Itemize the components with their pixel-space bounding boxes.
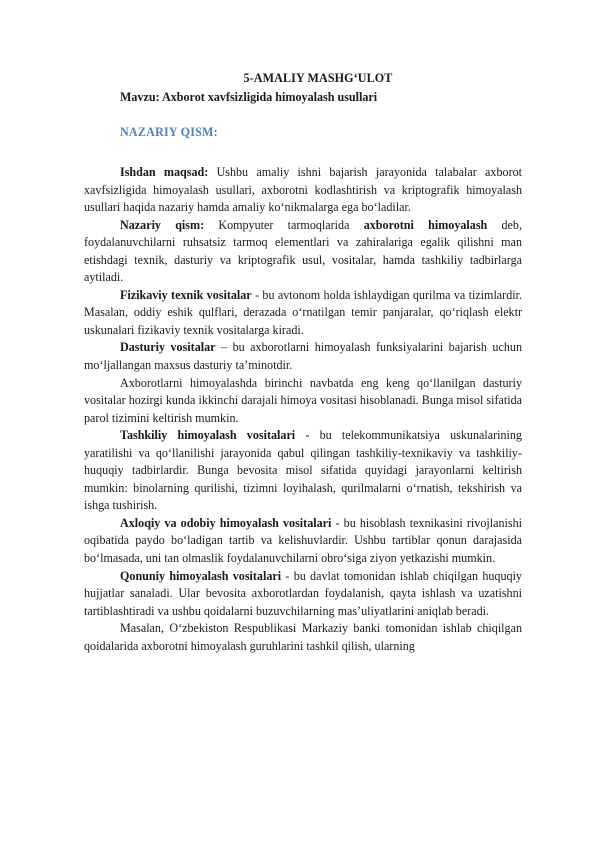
paragraph-lead: Qonuniy himoyalash vositalari xyxy=(120,568,282,583)
paragraph-physical xyxy=(84,287,522,340)
section-heading: NAZARIY QISM: xyxy=(120,125,218,139)
paragraph-lead: Nazariy qism: xyxy=(120,217,205,232)
paragraph-lead: Ishdan maqsad: xyxy=(120,165,209,179)
paragraph-text: Masalan, O‘zbekiston Respublikasi Markaziy banki tomonidan ishlab chiqilgan qoidalarida axborotni himoyalash guruhlarini tashkil qilish, ularning xyxy=(84,621,522,653)
paragraph-theory xyxy=(84,217,522,287)
paragraph-text: deb, foydalanuvchilarni ruhsatsiz tarmoq elementlari va zahiralariga egalik qilishni man etishdagi texnik, dasturiy va kriptografik usul, vositalar, hamda tashkiliy tadbirlarga aytiladi. xyxy=(84,217,522,285)
paragraph-ethical xyxy=(84,515,522,568)
paragraph-text: Axborotlarni himoyalashda birinchi navbatda eng keng qo‘llanilgan dasturiy vositalar hozirgi kunda ikkinchi darajali himoya vositasi hisoblanadi. Bunga misol sifatida parol tizimini keltirish mumkin. xyxy=(84,375,522,425)
page-title: 5-AMALIY MASHG‘ULOT xyxy=(243,71,393,85)
paragraph-lead: Tashkiliy himoyalash vositalari xyxy=(120,428,296,443)
paragraph-text: - bu avtonom holda ishlaydigan qurilma va tizimlardir. Masalan, oddiy eshik qulflari, derazada o‘rnatilgan temir panjaralar, qo‘riqlash elektr uskunalari fizikaviy texnik vositalarga kiradi. xyxy=(84,287,522,337)
paragraph-lead: Axloqiy va odobiy himoyalash vositalari xyxy=(120,515,332,530)
paragraph-legal xyxy=(84,568,522,621)
body-text xyxy=(84,164,522,655)
paragraph-lead: Dasturiy vositalar xyxy=(120,340,216,355)
paragraph-text: – bu axborotlarni himoyalash funksiyalarini bajarish uchun mo‘ljallangan maxsus dasturiy ta’minotdir. xyxy=(84,340,522,373)
paragraph-text: - bu telekommunikatsiya uskunalarining yaratilishi va qo‘llanilishi jarayonida qabul qilingan tashkiliy-texnikaviy va tashkiliy-huquqiy tadbirlardir. Bunga bevosita misol sifatida quyidagi jarayonlarni keltirish mumkin: binolarning qurilishi, tizimni loyihalash, qurilmalarni o‘rnatish, tekshirish va ishga tushirish. xyxy=(84,428,522,513)
paragraph-text: Kompyuter tarmoqlarida xyxy=(204,217,364,232)
paragraph-software xyxy=(84,339,522,374)
paragraph-goal xyxy=(84,164,522,217)
paragraph-text: Ushbu amaliy ishni bajarish jarayonida talabalar axborot xavfsizligida himoyalash usullari, axborotni kodlashtirish va kriptografik himoyalash usullari haqida nazariy hamda amaliy ko‘nikmalarga ega bo‘ladilar. xyxy=(84,165,522,215)
paragraph-organizational xyxy=(84,427,522,515)
topic-line: Mavzu: Axborot xavfsizligida himoyalash usullari xyxy=(120,90,378,104)
paragraph-software-note xyxy=(84,375,522,428)
paragraph-lead: Fizikaviy texnik vositalar xyxy=(120,287,252,302)
paragraph-example xyxy=(84,620,522,655)
paragraph-text: - bu hisoblash texnikasini rivojlanishi oqibatida paydo bo‘ladigan tartib va kelishuvlardir. Ushbu tartiblar qonun darajasida bo‘lmasada, uni tan olmaslik foydalanuvchilarni obro‘siga ziyon yetkazishi mumkin. xyxy=(84,515,522,566)
paragraph-term: axborotni himoyalash xyxy=(363,217,488,232)
paragraph-text: - bu davlat tomonidan ishlab chiqilgan huquqiy hujjatlar sanaladi. Ular bevosita axborotlardan foydalanish, qayta ishlash va uzatishni tartiblashtiradi va ushbu qoidalarni buzuvchilarning mas’uliyatlarini aniqlab beradi. xyxy=(84,568,522,618)
